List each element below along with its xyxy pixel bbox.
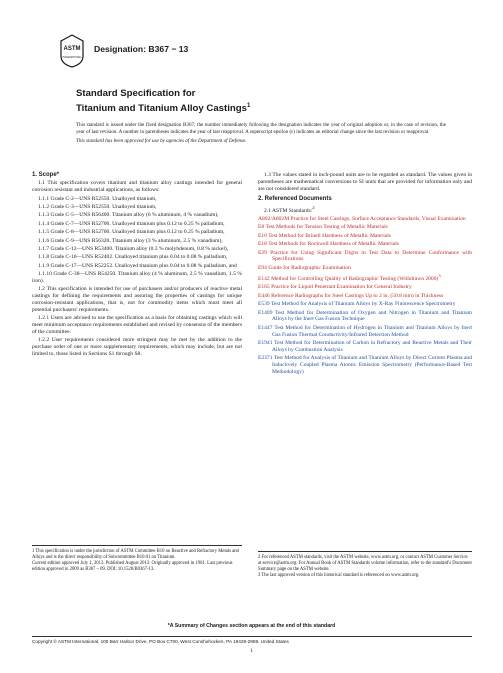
reference-code[interactable]: E165 — [258, 284, 272, 291]
reference-item[interactable] — [258, 355, 472, 375]
designation-label: Designation: B367 − 13 — [94, 44, 189, 54]
scope-item: 1.1.4 Grade C-7—UNS R52700. Unalloyed titanium plus 0.12 to 0.25 % palladium, — [38, 220, 225, 227]
reference-title: Test Method for Determination of Carbon in Refractory and Reactive Metals and Their Alloys by Combustion Analysis — [272, 339, 472, 353]
scope-item: 1.1.6 Grade C-9—UNS R56320. Titanium alloy (3 % aluminum, 2.5 % vanadium), — [38, 237, 223, 244]
left-column — [32, 172, 242, 359]
approval-note: This standard has been approved for use by agencies of the Department of Defense. — [76, 137, 247, 144]
reference-title: Test Methods for Tension Testing of Metallic Materials — [265, 224, 388, 231]
reference-item[interactable] — [258, 340, 472, 354]
reference-code[interactable]: E539 — [258, 301, 271, 308]
footnotes-right — [258, 551, 472, 579]
reference-item[interactable] — [258, 325, 472, 339]
scope-item: 1.1.2 Grade C-3—UNS R52550. Unalloyed titanium, — [38, 203, 157, 210]
footnote-1-edition: Current edition approved July 1, 2013. Published August 2013. Originally approved in 1961. Last previous edition approved in 2009 as B367 – 09. DOI: 10.1520/B0367-13. — [32, 561, 233, 572]
reference-code[interactable]: E8 — [258, 224, 266, 231]
astm-logo — [60, 34, 84, 68]
issued-note: This standard is issued under the fixed designation B367; the number immediately following the designation indicates the year of original adoption or, in the case of revision, the year of last revision. A number in parentheses indicates the year of last reapproval. A superscript epsilon (ε) indicates an editorial change since the last revision or reapproval. — [76, 122, 446, 135]
reference-item[interactable] — [258, 250, 472, 264]
reference-code[interactable]: E29 — [258, 249, 271, 256]
footnote-2: 2 For referenced ASTM standards, visit the ASTM website, www.astm.org, or contact ASTM Customer Service at service@astm.org. For Annual Book of ASTM Standards volume information, refer to the standard's Document Summary page on the ASTM website. — [258, 555, 472, 572]
scope-item: 1.1.8 Grade C-16—UNS R52402. Unalloyed titanium plus 0.04 to 0.08 % palladium, — [38, 254, 228, 261]
scope-item: 1.1.3 Grade C-5—UNS R56400. Titanium alloy (6 % aluminum, 4 % vanadium), — [38, 212, 219, 219]
footnote-1: 1 This specification is under the jurisdiction of ASTM Committee B10 on Reactive and Refractory Metals and Alloys and is the direct responsibility of Subcommittee B10.01 on Titanium. — [32, 549, 239, 560]
footnote-3: 3 The last approved version of this historical standard is referenced on www.astm.org. — [258, 573, 420, 578]
scope-1-2-2: 1.2.2 User requirements considered more stringent may be met by the addition to the purchase order of one or more supplementary requirements, which may include, but are not limited to, those listed in Sections S1 through S8. — [32, 337, 242, 357]
reference-title: Practice for Liquid Penetrant Examination for General Industry — [271, 284, 412, 291]
scope-item: 1.1.10 Grade C-38—UNS R54250. Titanium alloy (4 % aluminum, 2.5 % vanadium, 1.5 % iron). — [32, 271, 242, 284]
reference-title: Reference Radiographs for Steel Castings Up to 2 in. (50.8 mm) in Thickness — [271, 292, 444, 299]
reference-code[interactable]: E446 — [258, 292, 272, 299]
summary-of-changes-note: *A Summary of Changes section appears at the end of this standard — [167, 623, 336, 629]
scope-1-3: 1.3 The values stated in inch-pound units are to be regarded as standard. The values given in parentheses are mathematical conversions to SI units that are provided for information only and are not considered standard. — [258, 172, 472, 192]
scope-item: 1.1.5 Grade C-8—UNS R52700. Unalloyed titanium plus 0.12 to 0.25 % palladium, — [38, 229, 225, 236]
reference-code[interactable]: E142 — [258, 276, 272, 282]
reference-item[interactable] — [258, 284, 472, 291]
reference-code[interactable]: E1447 — [258, 324, 275, 331]
document-title — [76, 88, 456, 115]
title-line-1: Standard Specification for — [76, 88, 196, 99]
standard-notes — [76, 122, 446, 145]
title-line-2: Titanium and Titanium Alloy Castings$^1$ — [76, 103, 251, 115]
reference-code[interactable]: E18 — [258, 241, 269, 248]
reference-item[interactable] — [258, 293, 472, 300]
reference-title: Method for Controlling Quality of Radiographic Testing (Withdrawn 2000) — [271, 276, 439, 282]
reference-title: Practice for Steel Castings, Surface Acceptance Standards, Visual Examination — [290, 216, 466, 223]
references-heading: 2. Referenced Documents — [258, 196, 332, 203]
reference-footnote-mark: 3 — [438, 273, 441, 279]
reference-code[interactable]: E2371 — [258, 355, 274, 362]
copyright-line: Copyright © ASTM International, 100 Barr Harbor Drive, PO Box C700, West Conshohocken, PA 19428-2959. United States — [32, 636, 472, 644]
reference-title: Test Method for Brinell Hardness of Metallic Materials — [268, 232, 391, 239]
scope-1-2-1: 1.2.1 Users are advised to use the specification as a basis for obtaining castings which will meet minimum acceptance requirements established and revised by consensus of the members of the committee. — [32, 315, 242, 335]
reference-code[interactable]: A802/A802M — [258, 216, 291, 223]
reference-title: Test Method for Analysis of Titanium and Titanium Alloys by Direct Current Plasma and Inductively Coupled Plasma Atomic Emission Spectrometry (Performance-Based Test Methodology) — [272, 355, 472, 375]
reference-title: Test Method for Determination of Hydrogen in Titanium and Titanium Alloys by Inert Gas Fusion Thermal Conductivity/Infrared Detection Method — [272, 324, 472, 338]
reference-item[interactable] — [258, 273, 472, 283]
svg-text:ASTM: ASTM — [63, 46, 81, 52]
reference-title: Guide for Radiographic Examination — [268, 264, 351, 271]
reference-item[interactable] — [258, 265, 472, 272]
scope-1-1: 1.1 This specification covers titanium and titanium alloy castings intended for general corrosion resistant and industrial applications, as follows: — [32, 180, 242, 194]
reference-item[interactable] — [258, 233, 472, 240]
reference-code[interactable]: E10 — [258, 232, 269, 239]
reference-item[interactable] — [258, 224, 472, 231]
scope-item: 1.1.7 Grade C-12—UNS R53400. Titanium alloy (0.3 % molybdenum, 0.8 % nickel), — [38, 245, 229, 252]
svg-text:INTERNATIONAL: INTERNATIONAL — [62, 56, 82, 59]
reference-title: Test Method for Analysis of Titanium Alloys by X-Ray Fluorescence Spectrometry — [271, 301, 456, 308]
reference-item[interactable] — [258, 216, 472, 223]
scope-item: 1.1.9 Grade C-17—UNS R52252. Unalloyed titanium plus 0.04 to 0.08 % palladium, and — [38, 262, 237, 269]
footnotes-left — [32, 545, 242, 573]
reference-code[interactable]: E94 — [258, 264, 269, 271]
scope-item: 1.1.1 Grade C-2—UNS R52550. Unalloyed titanium, — [38, 195, 157, 202]
reference-code[interactable]: E1941 — [258, 339, 275, 346]
astm-standards-label: 2.1 ASTM Standards:$^2$ — [264, 204, 315, 214]
reference-title: Test Method for Determination of Oxygen and Nitrogen in Titanium and Titanium Alloys by the Inert Gas Fusion Technique — [272, 309, 472, 323]
scope-heading: 1. Scope* — [32, 172, 60, 178]
scope-1-2: 1.2 This specification is intended for use of purchasers and/or producers of reactive metal castings for defining the requirements and assuring the properties of castings for unique corrosion-resistant applications, that is, not for commodity items which must meet all potential purchasers' requirements. — [32, 286, 242, 313]
reference-code[interactable]: E1409 — [258, 309, 276, 316]
reference-title: Practice for Using Significant Digits in Test Data to Determine Conformance with Specifications — [270, 249, 473, 263]
reference-item[interactable] — [258, 241, 472, 248]
reference-list — [258, 216, 472, 376]
reference-title: Test Methods for Rockwell Hardness of Metallic Materials — [268, 241, 399, 248]
reference-item[interactable] — [258, 310, 472, 324]
page-number: 1 — [250, 648, 253, 654]
right-column — [258, 172, 472, 377]
reference-item[interactable] — [258, 301, 472, 308]
